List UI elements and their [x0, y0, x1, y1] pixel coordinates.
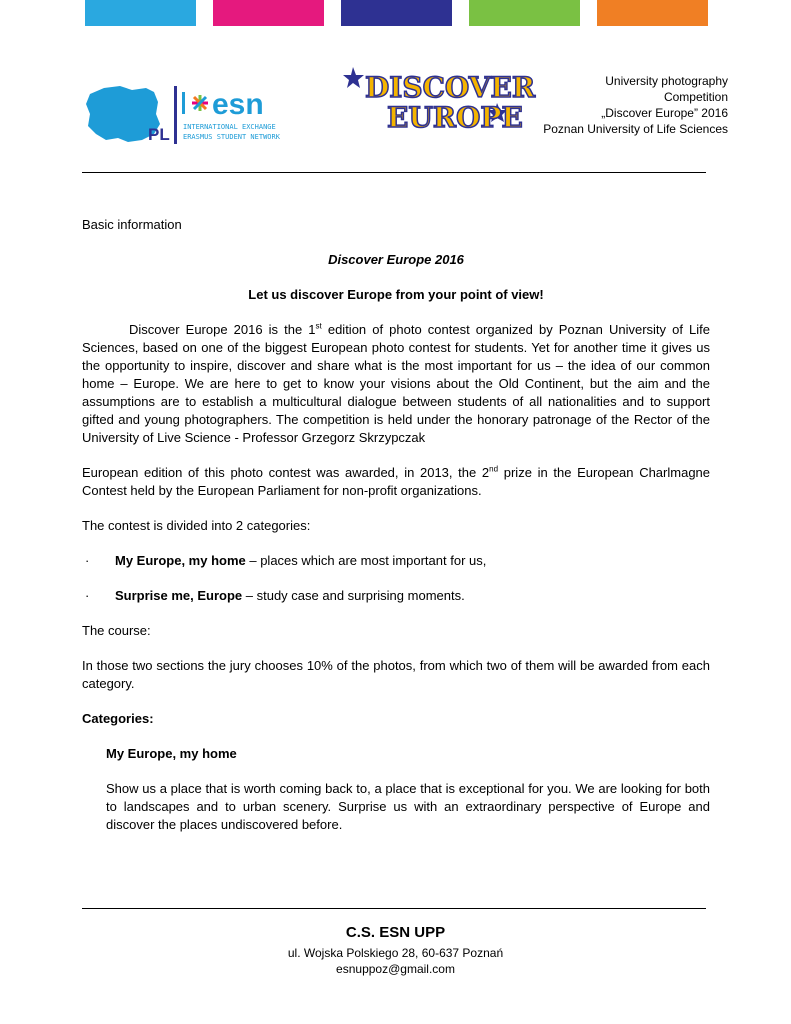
category1-heading: My Europe, my home: [106, 746, 237, 761]
bullet1-bold: My Europe, my home: [115, 553, 246, 568]
footer-rule: [82, 908, 706, 909]
bullet1-rest: – places which are most important for us,: [245, 553, 487, 568]
paragraph-course: The course:: [82, 623, 151, 638]
header-line1: University photography: [605, 74, 728, 88]
esn-country-label: PL: [148, 125, 170, 144]
color-bar-green: [469, 0, 580, 26]
bullet-item: [82, 587, 710, 605]
paragraph-intro: [82, 321, 710, 447]
p2-text-a: European edition of this photo contest was awarded, in 2013, the 2: [82, 465, 490, 480]
esn-divider: [174, 86, 177, 144]
paragraph-award: [82, 464, 710, 500]
footer-contact: [0, 945, 791, 977]
footer-email: esnuppoz@gmail.com: [336, 962, 455, 976]
color-bar-orange: [597, 0, 708, 26]
p2-text-b: prize in the European Charlmagne Contest held by the European Parliament for non-profit organizations.: [82, 465, 711, 498]
bullet-symbol: ·: [85, 553, 90, 568]
esn-bar-icon: [182, 92, 185, 114]
esn-wordmark: esn: [212, 88, 264, 121]
document-body: [82, 216, 710, 834]
document-title: [82, 251, 710, 269]
esn-line2: ERASMUS STUDENT NETWORK: [183, 133, 280, 141]
p1-text-a: Discover Europe 2016 is the 1: [129, 322, 316, 337]
document-subtitle: [82, 286, 710, 304]
star-icon: [343, 67, 364, 88]
bullet2-rest: – study case and surprising moments.: [242, 588, 465, 603]
bullet-symbol: ·: [85, 588, 90, 603]
footer-address: ul. Wojska Polskiego 28, 60-637 Poznań: [287, 946, 504, 960]
paragraph-jury: In those two sections the jury chooses 10% of the photos, from which two of them will be awarded from each category.: [82, 658, 710, 691]
section-label: Basic information: [82, 217, 182, 232]
esn-poland-logo: [84, 84, 304, 146]
europe-word: EUROPE: [387, 101, 523, 134]
color-bar-magenta: [213, 0, 324, 26]
bullet-item: [82, 552, 710, 570]
header-line3: „Discover Europe” 2016: [601, 106, 728, 120]
discover-word: DISCOVER: [365, 71, 536, 104]
p1-sup: st: [315, 321, 322, 331]
esn-line1: INTERNATIONAL EXCHANGE: [183, 123, 276, 131]
color-bar-blue: [85, 0, 196, 26]
paragraph-categories-intro: The contest is divided into 2 categories:: [82, 518, 311, 533]
document-title-text: Discover Europe 2016: [328, 252, 464, 267]
header-info: [543, 73, 728, 137]
p1-text-b: edition of photo contest organized by Poznan University of Life Sciences, based on one of the biggest European photo contest for students. Yet for another time it gives us the opportunity to inspire, discover and share what is the most important for us – the idea of our common home – Europe. We are here to get to know your visions about the Old Continent, but the aim and the assumptions are to establish a multicultural dialogue between students of all nationalities and to support gifted and young photographers. The competition is held under the honorary patronage of the Rector of the University of Live Science - Professor Grzegorz Skrzypczak: [82, 322, 711, 445]
color-bar-navy: [341, 0, 452, 26]
header-line2: Competition: [663, 90, 728, 104]
header-line4: Poznan University of Life Sciences: [543, 122, 728, 136]
footer-title: C.S. ESN UPP: [345, 924, 446, 941]
category1-text: Show us a place that is worth coming back to, a place that is exceptional for you. We are looking for both to landscapes and to urban scenery. Surprise us with an extraordinary perspective of Europe and discover the places undiscovered before.: [106, 781, 710, 832]
p2-sup: nd: [489, 464, 499, 474]
document-subtitle-text: Let us discover Europe from your point of view!: [248, 287, 544, 302]
categories-heading: Categories:: [82, 711, 154, 726]
bullet2-bold: Surprise me, Europe: [115, 588, 243, 603]
esn-star-icon: [192, 95, 208, 111]
header-rule: [82, 172, 706, 173]
discover-europe-logo: [347, 63, 536, 135]
